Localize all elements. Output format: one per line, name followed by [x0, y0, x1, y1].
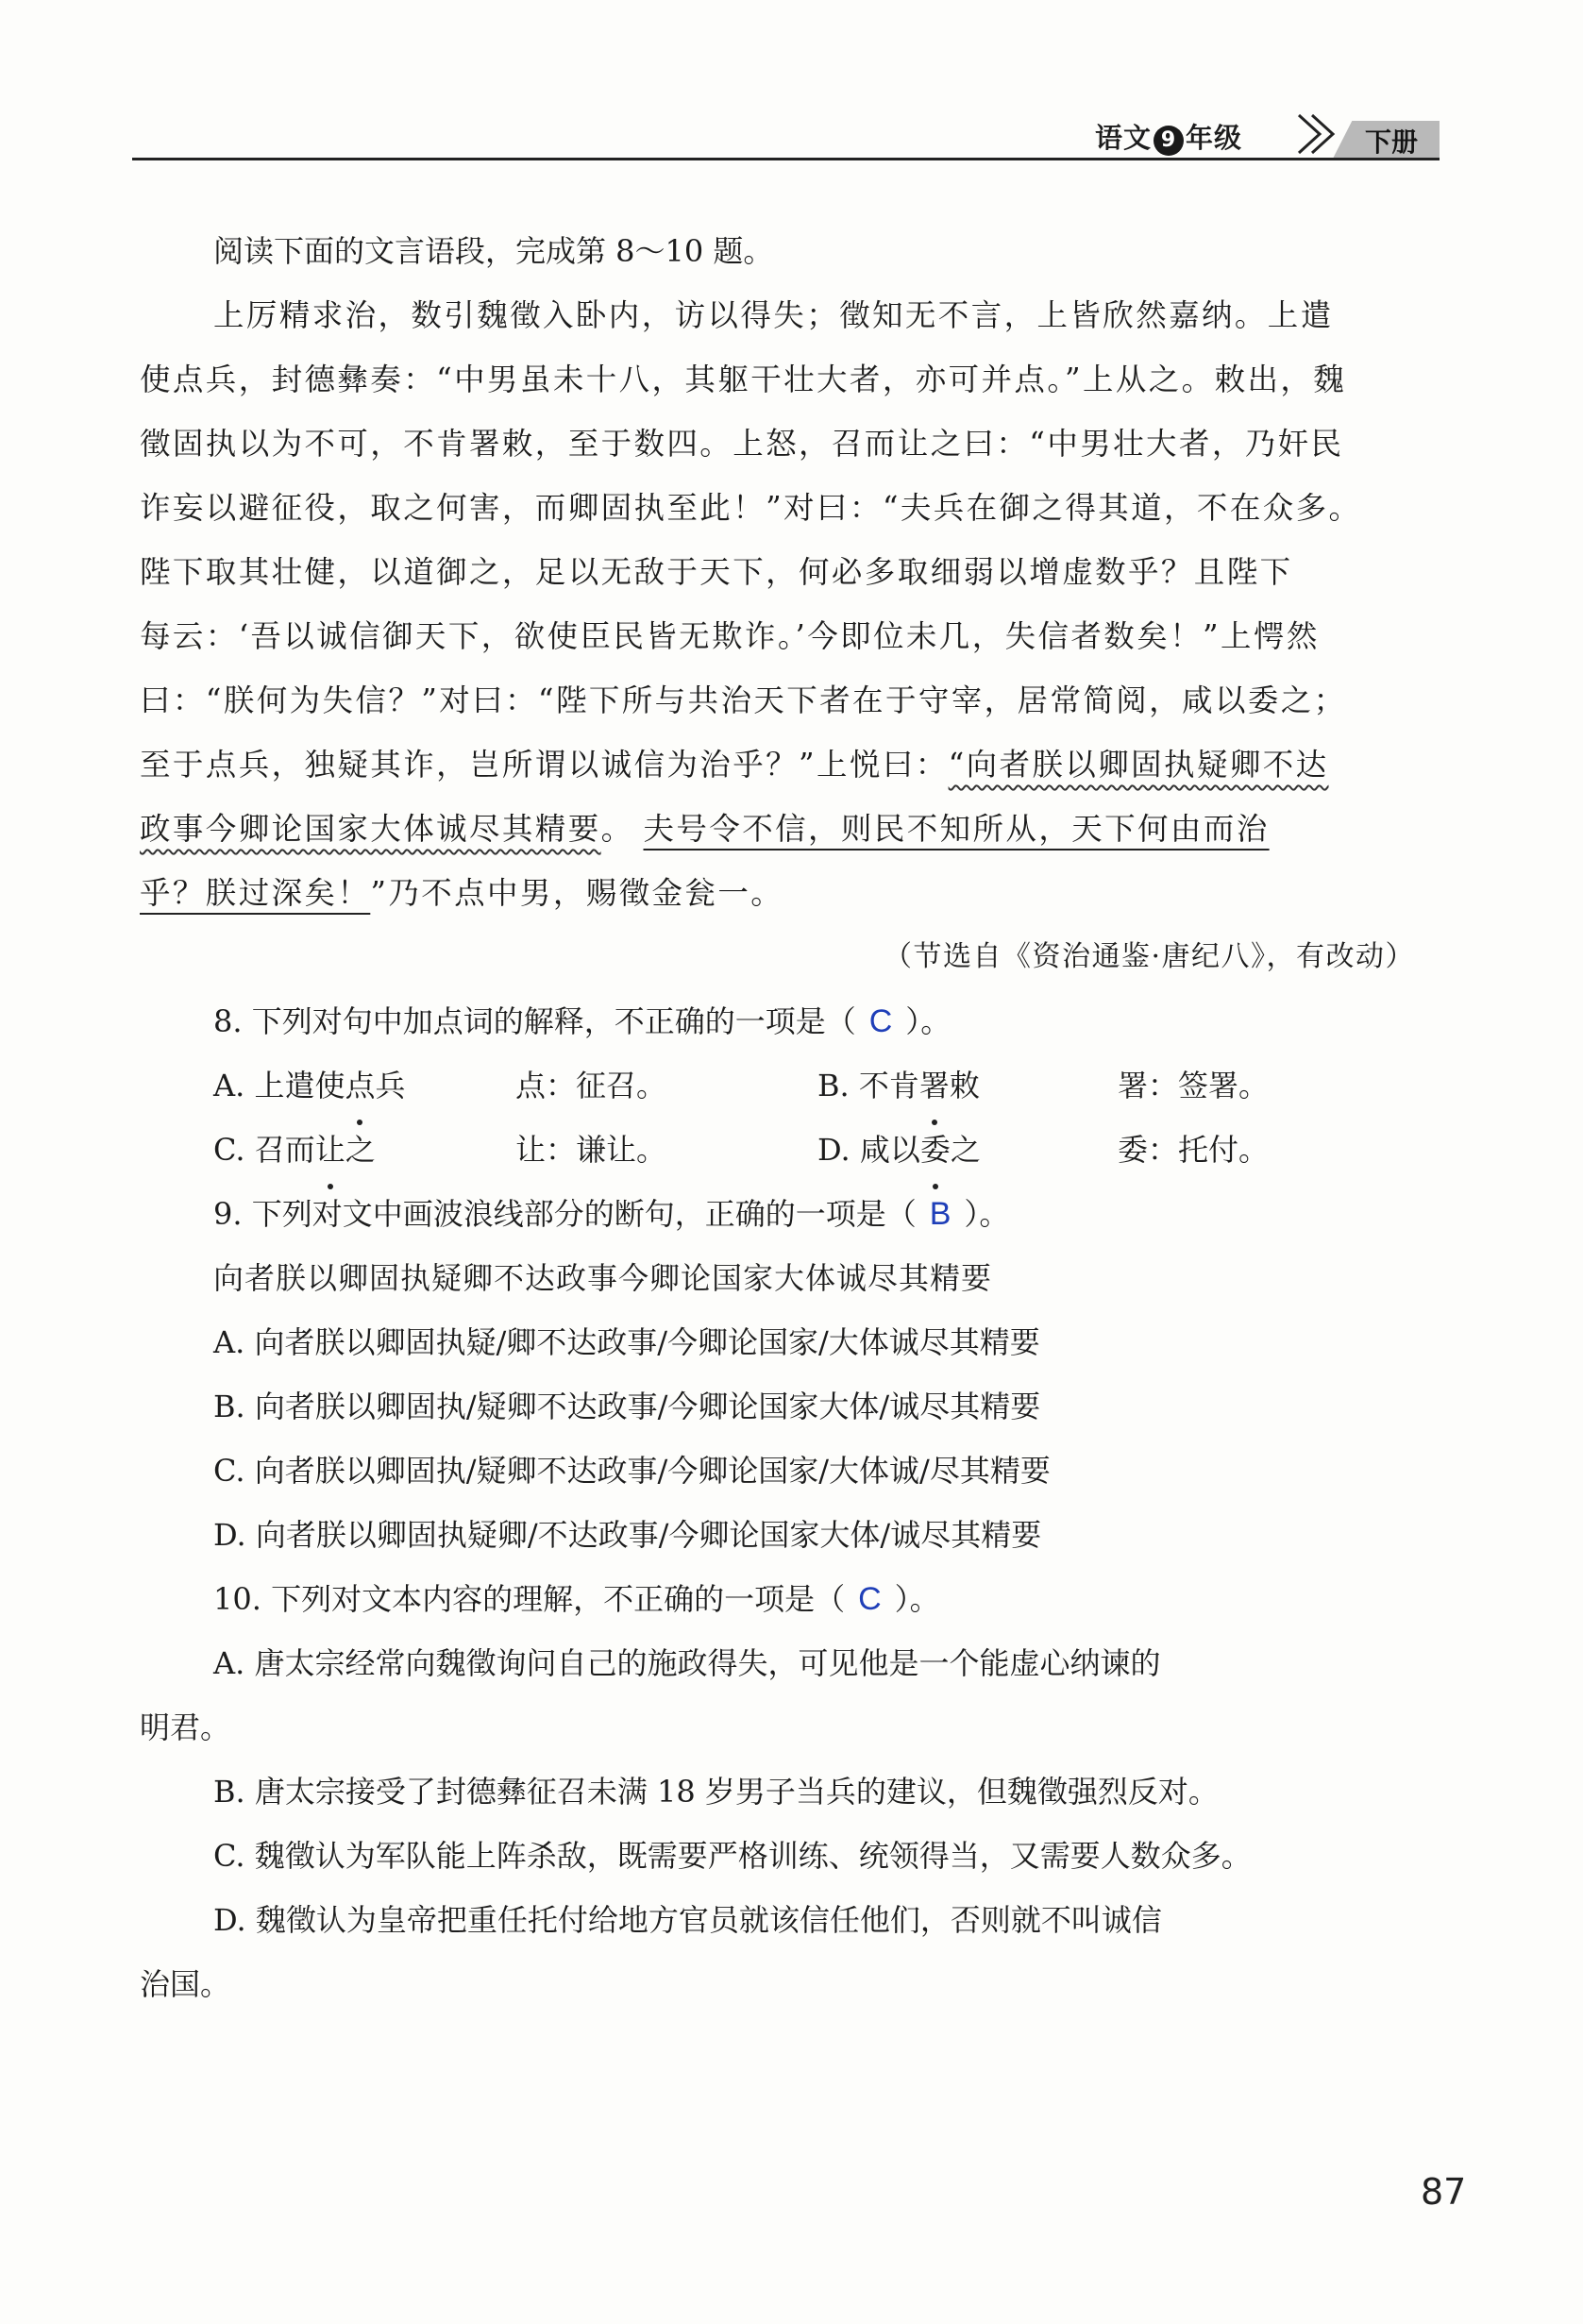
- double-chevron-icon: [1295, 111, 1342, 159]
- answer-mark: C: [868, 1003, 893, 1039]
- passage-line: 曰：“朕何为失信？”对曰：“陛下所与共治天下者在于守宰，居常简阅，咸以委之；: [140, 682, 1347, 718]
- passage-line: 徵固执以为不可，不肯署敕，至于数四。上怒，召而让之曰：“中男壮大者，乃奸民: [140, 426, 1344, 462]
- gloss-a: 点：征召。: [515, 1068, 667, 1103]
- answer-mark: C: [858, 1581, 882, 1617]
- question-10-option: D. 魏徵认为皇帝把重任托付给地方官员就该信任他们，否则就不叫诚信: [213, 1902, 1162, 1938]
- gloss-b: 署：签署。: [1118, 1068, 1270, 1103]
- question-10-option: B. 唐太宗接受了封德彝征召未满 18 岁男子当兵的建议，但魏徵强烈反对。: [213, 1774, 1219, 1810]
- dotted-character: 署: [919, 1053, 950, 1118]
- question-9-option: C. 向者朕以卿固执/疑卿不达政事/今卿论国家/大体诚/尽其精要: [213, 1453, 1051, 1489]
- question-9-sentence: 向者朕以卿固执疑卿不达政事今卿论国家大体诚尽其精要: [213, 1260, 993, 1296]
- passage-line: [140, 733, 1421, 797]
- gloss-d: 委：托付。: [1118, 1132, 1270, 1168]
- option-d: D. 咸以委之: [817, 1118, 1118, 1182]
- passage-line: [140, 797, 1421, 861]
- passage-line: 诈妄以避征役，取之何害，而卿固执至此！”对曰：“夫兵在御之得其道，不在众多。: [140, 490, 1362, 526]
- page-header: [132, 111, 1440, 160]
- passage-line: 陛下取其壮健，以道御之，足以无敌于天下，何必多取细弱以增虚数乎？且陛下: [140, 554, 1293, 590]
- underlined-text: 乎？朕过深矣！: [140, 875, 371, 911]
- header-rule: [132, 158, 1440, 160]
- wavy-underlined-text: “向者朕以卿固执疑卿不达: [948, 747, 1329, 783]
- grade-suffix: 年级: [1186, 122, 1243, 154]
- question-9-option: B. 向者朕以卿固执/疑卿不达政事/今卿论国家大体/诚尽其精要: [213, 1389, 1041, 1424]
- dotted-character: 让: [315, 1118, 345, 1182]
- volume-label: 下册: [1365, 126, 1419, 158]
- option-b: B. 不肯署敕: [817, 1053, 1118, 1118]
- passage-line: 使点兵，封德彝奏：“中男虽未十八，其躯干壮大者，亦可并点。”上从之。敕出，魏: [140, 362, 1347, 397]
- option-a: A. 上遣使点兵: [213, 1053, 515, 1118]
- answer-mark: B: [929, 1196, 951, 1232]
- question-text: ）。: [964, 1196, 1010, 1232]
- passage-text: 。: [600, 811, 634, 847]
- question-10-option: A. 唐太宗经常向魏徵询问自己的施政得失，可见他是一个能虚心纳谏的: [213, 1645, 1161, 1681]
- dotted-character: 委: [920, 1118, 951, 1182]
- question-9-stem: [140, 1182, 1421, 1246]
- question-9-option: D. 向者朕以卿固执疑卿/不达政事/今卿论国家大体/诚尽其精要: [213, 1517, 1042, 1553]
- dotted-character: 点: [345, 1053, 375, 1118]
- wavy-underlined-text: 政事今卿论国家大体诚尽其精要: [140, 811, 601, 847]
- question-9-option: A. 向者朕以卿固执疑/卿不达政事/今卿论国家/大体诚尽其精要: [213, 1324, 1040, 1360]
- question-10-option-continued: 治国。: [140, 1966, 231, 2002]
- grade-number-badge: 9: [1154, 126, 1184, 156]
- passage-text: ”乃不点中男，赐徵金瓮一。: [370, 875, 784, 911]
- question-10-option: C. 魏徵认为军队能上阵杀敌，既需要严格训练、统领得当，又需要人数众多。: [213, 1838, 1252, 1874]
- reading-intro: 阅读下面的文言语段，完成第 8～10 题。: [213, 233, 774, 269]
- gloss-c: 让：谦让。: [515, 1132, 667, 1168]
- question-text: 10. 下列对文本内容的理解，不正确的一项是（: [213, 1581, 846, 1617]
- header-title: [1095, 117, 1242, 156]
- question-10-stem: [140, 1567, 1421, 1631]
- question-8-options-row: [140, 1053, 1421, 1118]
- passage-line: 上厉精求治，数引魏徵入卧内，访以得失；徵知无不言，上皆欣然嘉纳。上遣: [213, 297, 1334, 333]
- question-text: ）。: [905, 1003, 951, 1039]
- question-10-option-continued: 明君。: [140, 1709, 231, 1745]
- page-content: [140, 219, 1421, 2016]
- underlined-text: 夫号令不信，则民不知所从，天下何由而治: [643, 811, 1270, 847]
- subject-label: 语文: [1095, 122, 1153, 154]
- option-c: C. 召而让之: [213, 1118, 515, 1182]
- question-8-stem: [140, 989, 1421, 1053]
- passage-text: 至于点兵，独疑其诈，岂所谓以诚信为治乎？”上悦曰：: [140, 747, 949, 783]
- question-8-options-row: [140, 1118, 1421, 1182]
- passage-source: （节选自《资治通鉴·唐纪八》，有改动）: [883, 940, 1415, 973]
- question-text: 8. 下列对句中加点词的解释，不正确的一项是（: [213, 1003, 856, 1039]
- page-number: 87: [1421, 2171, 1467, 2213]
- question-text: 9. 下列对文中画波浪线部分的断句，正确的一项是（: [213, 1196, 917, 1232]
- passage-line: [140, 861, 1421, 925]
- passage-line: 每云：‘吾以诚信御天下，欲使臣民皆无欺诈。’今即位未几，失信者数矣！”上愕然: [140, 618, 1320, 654]
- question-text: ）。: [894, 1581, 940, 1617]
